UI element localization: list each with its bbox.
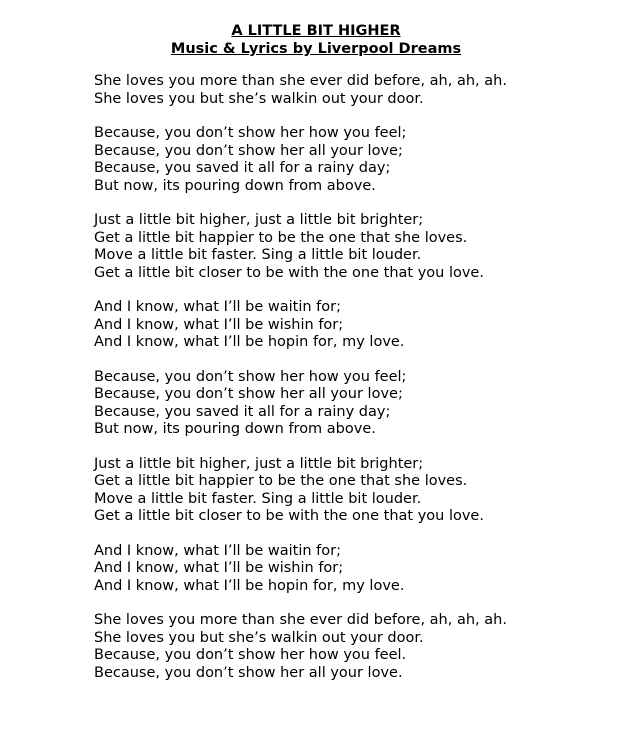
lyric-line: Because, you saved it all for a rainy day; (94, 160, 391, 176)
stanza (94, 299, 614, 352)
lyric-line: She loves you but she’s walkin out your door. (94, 629, 424, 646)
lyric-line: Just a little bit higher, just a little bit brighter; (94, 212, 424, 228)
lyric-line: And I know, what I’ll be wishin for; (94, 316, 344, 333)
stanza (94, 73, 614, 108)
document-title: A LITTLE BIT HIGHER (231, 23, 401, 39)
lyric-line: Because, you don’t show her how you feel; (94, 125, 407, 141)
document-subtitle: Music & Lyrics by Liverpool Dreams (170, 41, 462, 57)
lyric-line: She loves you more than she ever did before, ah, ah, ah. (94, 612, 507, 628)
lyric-line: And I know, what I’ll be hopin for, my love. (94, 577, 405, 594)
lyric-line: But now, its pouring down from above. (94, 177, 376, 194)
lyric-line: Because, you don’t show her how you feel. (94, 647, 407, 663)
lyric-line: Because, you don’t show her all your love. (94, 664, 403, 681)
lyrics-body (94, 73, 614, 699)
stanza (94, 543, 614, 596)
stanza (94, 612, 614, 682)
stanza (94, 125, 614, 195)
stanza (94, 456, 614, 526)
lyric-line: Move a little bit faster. Sing a little bit louder. (94, 490, 422, 507)
lyric-line: Get a little bit happier to be the one that she loves. (94, 229, 468, 246)
stanza (94, 212, 614, 282)
lyric-line: Because, you don’t show her all your love; (94, 142, 403, 159)
lyric-line: Get a little bit closer to be with the one that you love. (94, 264, 484, 281)
lyric-line: Because, you don’t show her all your love; (94, 386, 403, 402)
lyric-line: Because, you don’t show her how you feel; (94, 368, 407, 385)
lyric-line: Get a little bit happier to be the one that she loves. (94, 473, 468, 489)
lyric-line: And I know, what I’ll be waitin for; (94, 299, 341, 315)
lyric-line: And I know, what I’ll be waitin for; (94, 542, 341, 559)
lyric-line: Because, you saved it all for a rainy day; (94, 403, 391, 420)
lyric-line: She loves you but she’s walkin out your door. (94, 90, 424, 107)
lyric-line: She loves you more than she ever did before, ah, ah, ah. (94, 73, 507, 89)
lyric-line: But now, its pouring down from above. (94, 421, 376, 437)
lyric-line: And I know, what I’ll be wishin for; (94, 560, 344, 576)
lyric-line: And I know, what I’ll be hopin for, my love. (94, 334, 405, 350)
lyric-line: Just a little bit higher, just a little bit brighter; (94, 455, 424, 472)
lyric-line: Move a little bit faster. Sing a little bit louder. (94, 247, 422, 263)
stanza (94, 369, 614, 439)
lyric-line: Get a little bit closer to be with the one that you love. (94, 508, 484, 524)
